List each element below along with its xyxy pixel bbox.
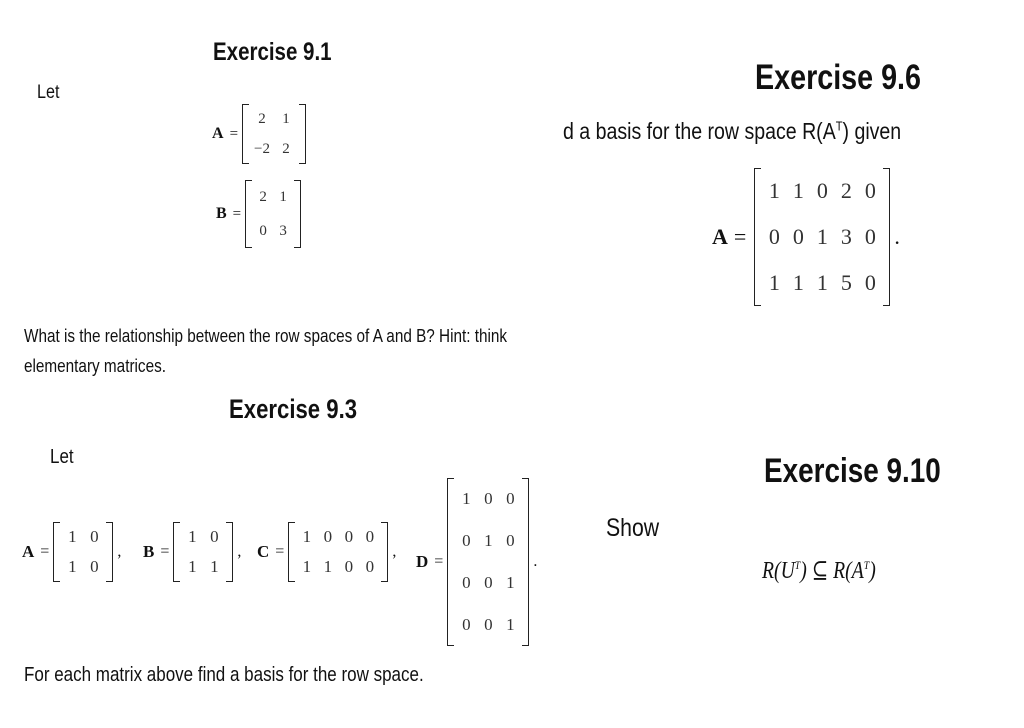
matrix-label: B bbox=[143, 542, 155, 561]
matrix-cell: 0 bbox=[864, 224, 876, 249]
matrix-cell: 2 bbox=[258, 110, 266, 127]
matrix-cell: 2 bbox=[259, 188, 267, 205]
matrix-c-9-3 bbox=[257, 522, 396, 582]
matrix-a-9-1 bbox=[212, 104, 306, 164]
matrix-cell: 0 bbox=[484, 573, 493, 592]
matrix-cell: 0 bbox=[259, 222, 267, 239]
matrix-cell: 1 bbox=[768, 178, 780, 203]
matrix-cell: 0 bbox=[506, 489, 515, 508]
equals-sign: = bbox=[40, 543, 50, 560]
exercise-9-6-prompt bbox=[563, 118, 901, 145]
subset-statement bbox=[762, 556, 876, 585]
matrix-cell: 0 bbox=[344, 527, 354, 546]
exercise-9-10-title: Exercise 9.10 bbox=[764, 452, 941, 490]
matrix-cell: 0 bbox=[344, 557, 354, 576]
matrix-label: C bbox=[257, 542, 270, 561]
equals-sign: = bbox=[434, 553, 444, 570]
exercise-9-3-title: Exercise 9.3 bbox=[229, 394, 358, 424]
comma-separator: , bbox=[237, 543, 242, 560]
transpose-sup: T bbox=[794, 558, 801, 572]
matrix-cell: 1 bbox=[188, 557, 197, 576]
matrix-cell: 1 bbox=[68, 527, 77, 546]
matrix-cell: 0 bbox=[462, 615, 471, 634]
matrix-cell: 0 bbox=[768, 224, 780, 249]
matrix-a-9-3 bbox=[22, 522, 121, 582]
comma-separator: , bbox=[392, 543, 397, 560]
statement-part: ) bbox=[869, 558, 876, 584]
matrix-cell: 2 bbox=[282, 140, 290, 157]
matrix-cell: 0 bbox=[792, 224, 804, 249]
matrix-cell: 0 bbox=[323, 527, 333, 546]
matrix-cell: 3 bbox=[279, 222, 287, 239]
matrix-cell: 1 bbox=[462, 489, 471, 508]
question-line-2: elementary matrices. bbox=[24, 356, 167, 376]
matrix-cell: 1 bbox=[282, 110, 290, 127]
matrix-cell: 1 bbox=[302, 527, 312, 546]
matrix-cell: 0 bbox=[864, 178, 876, 203]
equals-sign: = bbox=[229, 125, 239, 142]
matrix-cell: 0 bbox=[462, 573, 471, 592]
prompt-text: d a basis for the row space R(A bbox=[563, 118, 836, 144]
period-punct: . bbox=[533, 553, 538, 570]
matrix-cell: 1 bbox=[210, 557, 219, 576]
exercise-9-6-title: Exercise 9.6 bbox=[755, 58, 921, 97]
matrix-a-9-6 bbox=[712, 168, 900, 306]
transpose-sup: T bbox=[835, 118, 843, 134]
matrix-cell: 1 bbox=[792, 178, 804, 203]
question-line-1: What is the relationship between the row spaces of A and B? Hint: think bbox=[24, 326, 508, 346]
transpose-sup: T bbox=[863, 558, 870, 572]
matrix-label: A bbox=[212, 125, 224, 142]
let-label: Let bbox=[50, 446, 74, 468]
matrix-cell: 0 bbox=[90, 557, 99, 576]
matrix-b-9-3 bbox=[143, 522, 241, 582]
matrix-cell: 0 bbox=[816, 178, 828, 203]
matrix-cell: 1 bbox=[506, 615, 515, 634]
matrix-cell: 1 bbox=[506, 573, 515, 592]
comma-separator: , bbox=[117, 543, 122, 560]
show-label: Show bbox=[606, 514, 660, 542]
period-punct: . bbox=[894, 224, 900, 249]
matrix-cell: 2 bbox=[840, 178, 852, 203]
matrix-cell: 1 bbox=[188, 527, 197, 546]
matrix-cell: 1 bbox=[816, 270, 828, 295]
matrix-cell: 5 bbox=[840, 270, 852, 295]
let-label: Let bbox=[37, 82, 60, 103]
matrix-cell: 1 bbox=[68, 557, 77, 576]
matrix-cell: 0 bbox=[365, 557, 375, 576]
equals-sign: = bbox=[733, 224, 747, 249]
statement-part: R(U bbox=[762, 558, 795, 584]
matrix-cell: 0 bbox=[462, 531, 471, 550]
equals-sign: = bbox=[160, 543, 170, 560]
matrix-cell: 1 bbox=[484, 531, 493, 550]
equals-sign: = bbox=[232, 205, 242, 222]
matrix-cell: 1 bbox=[792, 270, 804, 295]
matrix-cell: 1 bbox=[279, 188, 287, 205]
matrix-cell: 1 bbox=[768, 270, 780, 295]
matrix-d-9-3 bbox=[416, 478, 537, 646]
matrix-b-9-1 bbox=[216, 180, 301, 248]
matrix-label: B bbox=[216, 205, 227, 222]
prompt-end: ) given bbox=[842, 118, 902, 144]
matrix-label: D bbox=[416, 552, 429, 571]
matrix-cell: 1 bbox=[302, 557, 312, 576]
matrix-cell: 0 bbox=[506, 531, 515, 550]
exercise-9-1-title: Exercise 9.1 bbox=[213, 38, 332, 66]
matrix-cell: −2 bbox=[254, 140, 271, 157]
matrix-cell: 0 bbox=[365, 527, 375, 546]
matrix-label: A bbox=[712, 224, 728, 249]
matrix-cell: 0 bbox=[484, 489, 493, 508]
matrix-cell: 3 bbox=[840, 224, 852, 249]
matrix-cell: 0 bbox=[90, 527, 99, 546]
equals-sign: = bbox=[275, 543, 285, 560]
statement-part: ) ⊆ R(A bbox=[800, 558, 864, 584]
matrix-cell: 1 bbox=[816, 224, 828, 249]
matrix-cell: 0 bbox=[864, 270, 876, 295]
matrix-label: A bbox=[22, 542, 35, 561]
matrix-cell: 0 bbox=[484, 615, 493, 634]
matrix-cell: 1 bbox=[323, 557, 333, 576]
matrix-cell: 0 bbox=[210, 527, 219, 546]
instruction-text: For each matrix above find a basis for the row space. bbox=[24, 664, 424, 686]
